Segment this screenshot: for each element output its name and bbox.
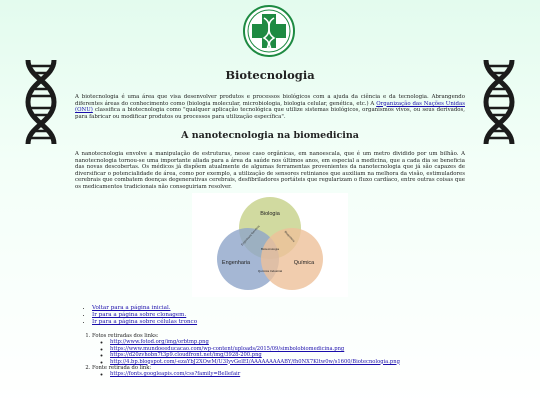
venn-label-bioquimica: Bioquímica (283, 229, 296, 243)
source-link[interactable]: http://4.bp.blogspot.com/-ezaYbJ2XOwM/U3IyvGelEI/AAAAAAAAABY/fh0NX7Kltw0w/s1600/Biotecnologia.png (110, 358, 400, 365)
source-link[interactable]: https://www.mundoeeducacao.com/wp-content/uploads/2015/09/simbolobiomedicina.png (110, 345, 345, 352)
section-title: A nanotecnologia na biomedicina (181, 130, 359, 141)
intro-paragraph: A biotecnologia é uma área que visa desenvolver produtos e processos biológicos com a ajuda da ciência e da tecnologia. Abrangendo diferentes áreas do conhecimento como (biologia molecular, microbiologia, biologia celular, genética, etc.) A Organização das Nações Unidas (ONU) classifica a biotecnologia como "qualquer aplicação tecnológica que utilize sistemas biológicos, organismos vivos, ou seus derivados, para fabricar ou modificar produtos ou processos para utilização específica". (75, 94, 465, 120)
page-title: Biotecnologia (225, 68, 315, 82)
venn-diagram (192, 193, 348, 297)
sources-list (80, 333, 400, 378)
cloning-link[interactable]: Ir para a página sobre clonagem. (92, 312, 187, 318)
venn-label-engenharia: Engenharia (221, 260, 251, 266)
stem-cells-link[interactable]: Ir para a página sobre células tronco (92, 319, 198, 325)
home-link[interactable]: Voltar para a página inicial. (92, 305, 171, 311)
venn-label-quimica-industrial: Química Industrial (257, 269, 283, 273)
list-item (92, 319, 197, 326)
list-item (110, 359, 400, 365)
onu-link[interactable]: Organização das Nações Unidas (ONU) (75, 100, 465, 114)
nav-links-list (80, 305, 197, 326)
list-item: 1. Fotos retiradas dos links: ◦ http://www.fotod.org/img/orbtmp.png ◦ https://www.mundoeeducacao.com/wp-content/uploads/2015/09/simbolobiomedicina.png ◦ https://d20zvhobn7t3p9.cloudfront.net/img/3928-200.png ◦ http://4.bp.blogspot.com/-ezaYbJ2XOwM/U3IyvGelEI/AAAAAAAAABY/fh0NX7Kltw0w/s1600/Biotecnologia.png (92, 333, 400, 365)
venn-label-quimica: Química (293, 260, 315, 266)
venn-label-biotecnologia: Biotecnologia (260, 247, 280, 251)
venn-label-biologia: Biologia (260, 211, 280, 217)
section-paragraph: A nanotecnologia envolve a manipulação de estruturas, nesse caso orgânicas, em nanoescala, que é um metro dividido por um bilhão. A nanotecnologia tornou-se uma importante aliada para a área da saúde nos últimos anos, em especial a medicina, que a cada dia se beneficia das novas descobertas. Os médicos já dispõem atualmente de algumas ferramentas provenientes da nanotecnologia que já são capazes de diversificar o potencialidade de área, como por exemplo, a utilização de sensores retinianos que auxiliam na melhora da visão, estimuladores cerebrais que combatem doenças degenerativas cerebrais, desfibriladores portáteis que regularizam o fluxo cardíaco, entre outras coisas que os medicamentos tradicionais não conseguiriam resolver. (75, 151, 465, 190)
venn-label-engenharia-genetica: Engenharia Genética (239, 224, 261, 247)
biotech-cross-logo (242, 4, 296, 58)
list-item (92, 312, 197, 319)
list-item (92, 305, 197, 312)
source-link[interactable]: https://fonts.googleapis.com/css?family=Bellefair (110, 371, 241, 378)
list-item: 2. Fonte retirada do link: ◦ https://fonts.googleapis.com/css?family=Bellefair (92, 365, 400, 378)
list-item (110, 371, 400, 377)
source-link[interactable]: http://www.fotod.org/img/orbtmp.png (110, 339, 209, 346)
source-link[interactable]: https://d20zvhobn7t3p9.cloudfront.net/img/3928-200.png (110, 352, 262, 359)
